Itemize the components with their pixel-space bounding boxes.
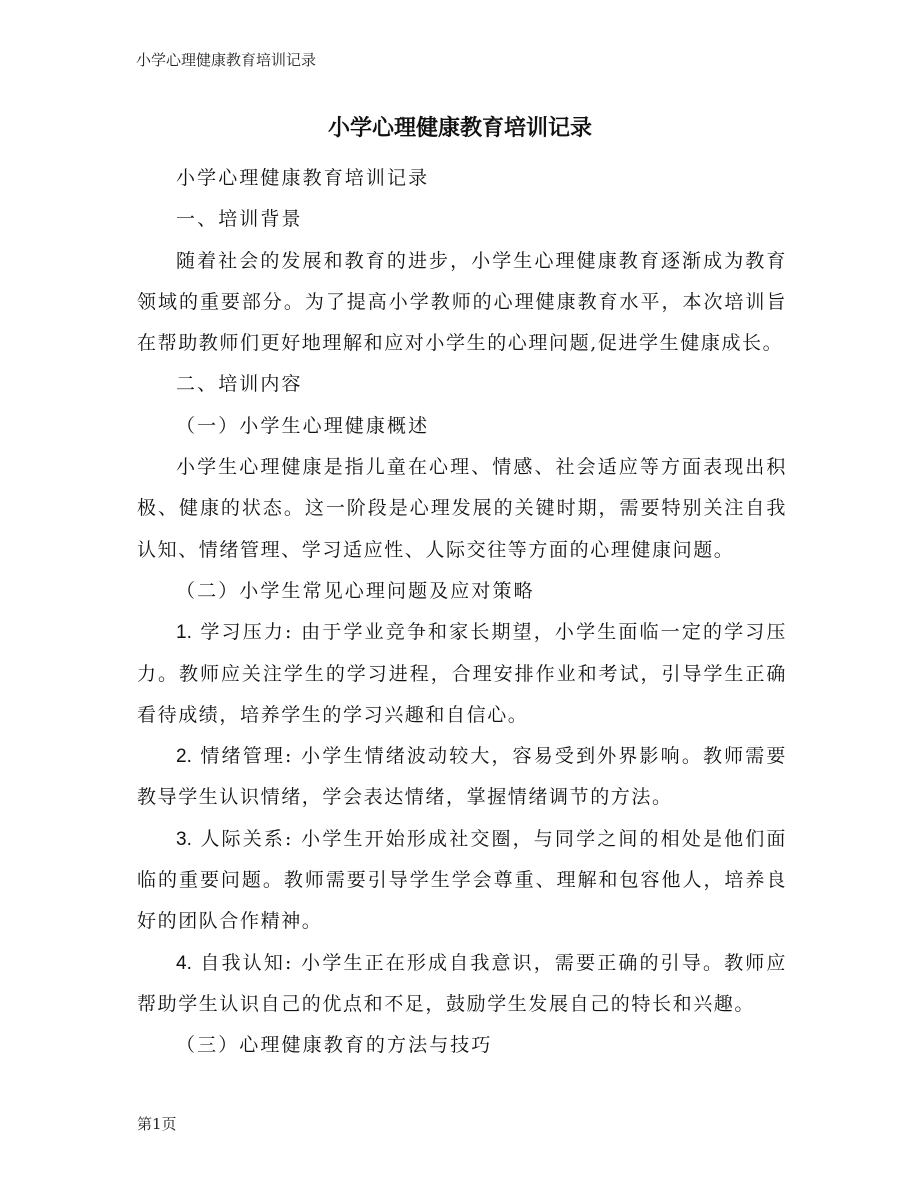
subsection-heading-overview: （一）小学生心理健康概述 xyxy=(176,414,430,437)
paragraph-subtitle: 小学心理健康教育培训记录 xyxy=(176,167,430,189)
list-number: 3. xyxy=(176,828,192,850)
list-item-study-pressure xyxy=(137,612,787,736)
running-header: 小学心理健康教育培训记录 xyxy=(136,51,317,69)
subsection-heading-problems: （二）小学生常见心理问题及应对策略 xyxy=(176,579,535,602)
list-item-self-awareness xyxy=(137,943,787,1026)
list-item-text: 人际关系: 小学生开始形成社交圈，与同学之间的相处是他们面临的重要问题。教师需要引导学生学会尊重、理解和包容他人，培养良好的团队合作精神。 xyxy=(137,827,787,933)
document-title: 小学心理健康教育培训记录 xyxy=(327,115,592,141)
page-number: 第1页 xyxy=(137,1115,177,1133)
document-body xyxy=(137,158,787,1067)
paragraph-background: 随着社会的发展和教育的进步，小学生心理健康教育逐渐成为教育领域的重要部分。为了提高小学教师的心理健康教育水平，本次培训旨在帮助教师们更好地理解和应对小学生的心理问题,促进学生健康成长。 xyxy=(137,249,787,355)
section-heading-content: 二、培训内容 xyxy=(176,373,303,396)
list-number: 1. xyxy=(176,622,192,644)
section-heading-background: 一、培训背景 xyxy=(176,208,303,231)
paragraph-overview: 小学生心理健康是指儿童在心理、情感、社会适应等方面表现出积极、健康的状态。这一阶段是心理发展的关键时期，需要特别关注自我认知、情绪管理、学习适应性、人际交往等方面的心理健康问题。 xyxy=(137,456,787,561)
list-item-text: 学习压力: 由于学业竞争和家长期望，小学生面临一定的学习压力。教师应关注学生的学习进程，合理安排作业和考试，引导学生正确看待成绩，培养学生的学习兴趣和自信心。 xyxy=(137,621,787,726)
list-number: 4. xyxy=(176,952,192,974)
list-item-text: 自我认知: 小学生正在形成自我意识，需要正确的引导。教师应帮助学生认识自己的优点和不足，鼓励学生发展自己的特长和兴趣。 xyxy=(137,951,787,1015)
list-item-relationships xyxy=(137,819,787,943)
list-item-emotion-management xyxy=(137,736,787,819)
list-number: 2. xyxy=(176,746,192,768)
subsection-heading-methods: （三）心理健康教育的方法与技巧 xyxy=(176,1034,493,1057)
list-item-text: 情绪管理: 小学生情绪波动较大，容易受到外界影响。教师需要教导学生认识情绪，学会表达情绪，掌握情绪调节的方法。 xyxy=(137,745,787,809)
